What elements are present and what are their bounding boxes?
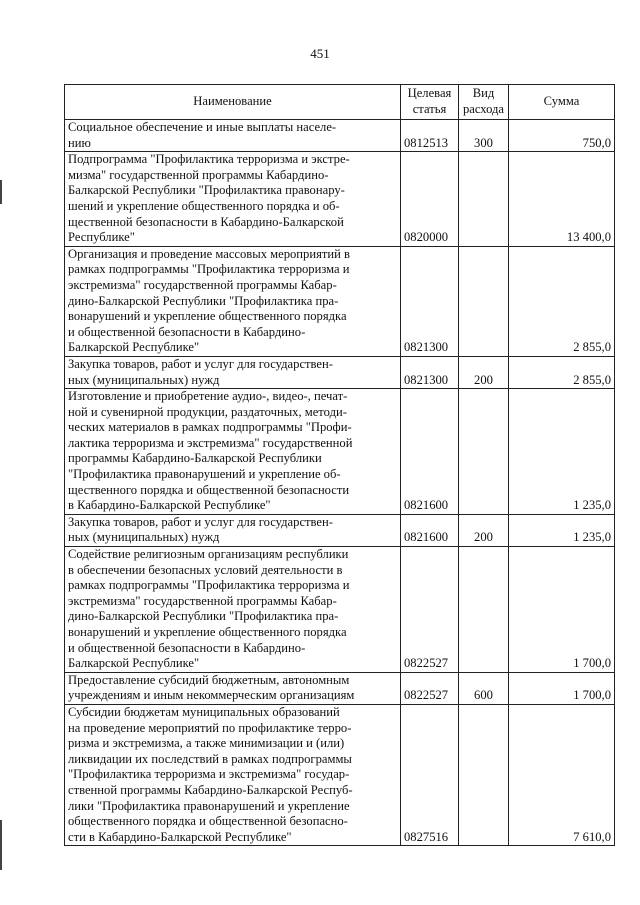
cell-code: 0821300 <box>401 246 459 356</box>
table-row <box>65 672 615 704</box>
cell-name: Изготовление и приобретение аудио-, видео-, печат- ной и сувенирной продукции, раздаточных, методи- ческих материалов в рамках подпрограммы "Профи- лактика терроризма и экстремизма" государственной программы Кабардино-Балкарской Республики "Профилактика правонарушений и укрепление об- щественного порядка и общественной безопасности в Кабардино-Балкарской Республике" <box>65 389 401 515</box>
cell-name: Содействие религиозным организациям республики в обеспечении безопасных условий деятельности в рамках подпрограммы "Профилактика терроризма и экстремизма" государственной программы Кабар- дино-Балкарской Республики "Профилактика пра- вонарушений и укрепление общественного порядка и общественной безопасности в Кабардино- Балкарской Республике" <box>65 547 401 673</box>
cell-amount: 1 235,0 <box>509 514 615 546</box>
cell-code: 0821600 <box>401 514 459 546</box>
cell-code: 0820000 <box>401 152 459 247</box>
table-row <box>65 547 615 673</box>
cell-name: Организация и проведение массовых мероприятий в рамках подпрограммы "Профилактика терроризма и экстремизма" государственной программы Кабар- дино-Балкарской Республики "Профилактика пра- вонарушений и укрепление общественного порядка и общественной безопасности в Кабардино- Балкарской Республике" <box>65 246 401 356</box>
cell-expense-type <box>459 246 509 356</box>
cell-code: 0822527 <box>401 547 459 673</box>
table-row <box>65 389 615 515</box>
table-body <box>65 120 615 846</box>
cell-name: Субсидии бюджетам муниципальных образований на проведение мероприятий по профилактике терро- ризма и экстремизма, а также минимизации и (или) ликвидации их последствий в рамках подпрограммы "Профилактика терроризма и экстремизма" государ- ственной программы Кабардино-Балкарской Респуб- лики "Профилактика правонарушений и укрепление общественного порядка и общественной безопасно- сти в Кабардино-Балкарской Республике" <box>65 704 401 845</box>
cell-amount: 1 235,0 <box>509 389 615 515</box>
cell-code: 0827516 <box>401 704 459 845</box>
page-number: 451 <box>310 46 330 61</box>
cell-expense-type <box>459 152 509 247</box>
cell-amount: 7 610,0 <box>509 704 615 845</box>
scan-edge-mark <box>0 180 2 204</box>
cell-code: 0821600 <box>401 389 459 515</box>
cell-name: Закупка товаров, работ и услуг для государствен- ных (муниципальных) нужд <box>65 356 401 388</box>
cell-name: Подпрограмма "Профилактика терроризма и экстре- мизма" государственной программы Кабардино- Балкарской Республики "Профилактика правонару- шений и укрепление общественного порядка и об- щественной безопасности в Кабардино-Балкарской Республике" <box>65 152 401 247</box>
cell-expense-type: 600 <box>459 672 509 704</box>
header-amount: Сумма <box>509 85 615 120</box>
cell-name: Закупка товаров, работ и услуг для государствен- ных (муниципальных) нужд <box>65 514 401 546</box>
cell-expense-type <box>459 547 509 673</box>
cell-expense-type <box>459 389 509 515</box>
cell-code: 0812513 <box>401 120 459 152</box>
cell-name: Предоставление субсидий бюджетным, автономным учреждениям и иным некоммерческим организациям <box>65 672 401 704</box>
table-row <box>65 152 615 247</box>
cell-amount: 1 700,0 <box>509 672 615 704</box>
cell-expense-type: 200 <box>459 356 509 388</box>
header-expense-type: Вид расхода <box>459 85 509 120</box>
cell-expense-type <box>459 704 509 845</box>
cell-amount: 1 700,0 <box>509 547 615 673</box>
budget-table <box>64 84 615 846</box>
cell-expense-type: 300 <box>459 120 509 152</box>
table-row <box>65 514 615 546</box>
cell-code: 0821300 <box>401 356 459 388</box>
cell-amount: 750,0 <box>509 120 615 152</box>
header-code: Целевая статья <box>401 85 459 120</box>
cell-amount: 2 855,0 <box>509 356 615 388</box>
cell-amount: 13 400,0 <box>509 152 615 247</box>
cell-expense-type: 200 <box>459 514 509 546</box>
table-row <box>65 356 615 388</box>
table-row <box>65 120 615 152</box>
cell-amount: 2 855,0 <box>509 246 615 356</box>
cell-name: Социальное обеспечение и иные выплаты населе- нию <box>65 120 401 152</box>
cell-code: 0822527 <box>401 672 459 704</box>
scan-edge-mark <box>0 820 2 870</box>
table-row <box>65 704 615 845</box>
table-header-row <box>65 85 615 120</box>
table-row <box>65 246 615 356</box>
header-name: Наименование <box>65 85 401 120</box>
